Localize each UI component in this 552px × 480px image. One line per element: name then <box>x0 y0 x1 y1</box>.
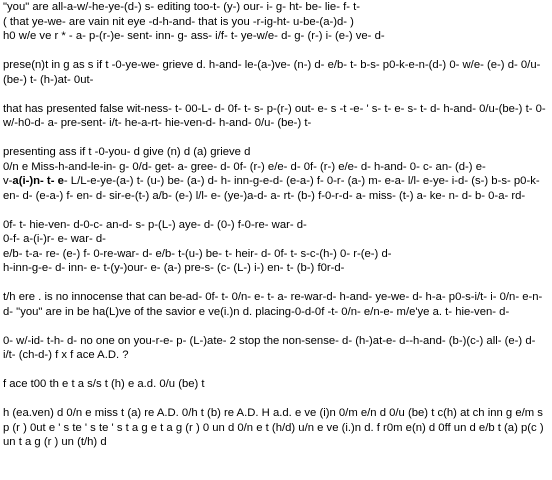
paragraph-gap <box>3 319 547 334</box>
text-run: - L/L-e-ye-(a-) t- (u-) be- (a-) d- h- inn-g-e-d- (e-a-) f- 0-r- (a-) m- e-a- l/l- e-ye- i-d- (s-) b-s- p0-k-en- d- (e-a-) f- en- d- sir-e-(t-) a/b- (e-) l/l- e- (ye-)a-d- a- rt- (b-) f-0-r-d- a- miss- (t-) a- ke- n- d- b- 0-a- rd- <box>3 175 540 202</box>
paragraph-gap <box>3 363 547 378</box>
paragraph-gap <box>3 392 547 407</box>
text-line: t/h ere . is no innocense that can be-ad- 0f- t- 0/n- e- t- a- re-war-d- h-and- ye-we- d- h-a- p0-s-i/t- i- 0/n- e-n-d- "you" are in be ha(L)ve of the savior e ve(i.)n d. placing-0-d-0f -t- 0/n- e/n-e- m/e'ye a. t- hie-ven- d- <box>3 291 543 318</box>
text-line: h0 w/e ve r * - a- p-(r-)e- sent- inn- g- ass- i/f- t- ye-w/e- d- g- (r-) i- (e-) ve- d- <box>3 30 385 42</box>
paragraph-gap <box>3 131 547 146</box>
paragraph-gap <box>3 203 547 218</box>
document-body <box>3 0 547 450</box>
paragraph-1 <box>3 0 547 44</box>
text-line: 0-f- a-(i-)r- e- war- d- <box>3 233 106 245</box>
text-line: 0/n e Miss-h-and-le-in- g- 0/d- get- a- gree- d- 0f- (r-) e/e- d- 0f- (r-) e/e- d- h-and- 0- c- an- (d-) e- <box>3 160 486 173</box>
paragraph-4 <box>3 145 547 203</box>
paragraph-3 <box>3 102 547 131</box>
text-line-mixed <box>3 174 547 203</box>
text-line: prese(n)t in g as s if t -0-ye-we- grieve d. h-and- le-(a-)ve- (n-) d- e/b- t- b-s- p0-k-e-n-(d-) 0- w/e- (e-) d- 0/u-(be-) t- (h-)at- 0ut- <box>3 59 541 86</box>
text-line: 0f- t- hie-ven- d-0-c- an-d- s- p-(L-) aye- d- (0-) f-0-re- war- d- <box>3 218 307 231</box>
text-line: e/b- t-a- re- (e-) f- 0-re-war- d- e/b- t-(u-) be- t- heir- d- 0f- t- s-c-(h-) 0- r-(e-) d- <box>3 247 392 260</box>
paragraph-5 <box>3 218 547 276</box>
paragraph-6 <box>3 290 547 319</box>
text-line: 0- w/-id- t-h- d- no one on you-r-e- p- (L-)ate- 2 stop the non-sense- d- (h-)at-e- d--h-and- (b-)(c-) all- (e-) d- i/t- (ch-d-) f x f ace A.D. ? <box>3 334 536 361</box>
text-line: presenting ass if t -0-you- d give (n) d (a) grieve d <box>3 146 251 158</box>
text-line: h-inn-g-e- d- inn- e- t-(y-)our- e- (a-) pre-s- (c- (L-) i-) en- t- (b-) f0r-d- <box>3 262 345 274</box>
paragraph-8 <box>3 377 547 392</box>
text-line: ( that ye-we- are vain nit eye -d-h-and- that is you -r-ig-ht- u-be-(a-)d- ) <box>3 15 354 28</box>
paragraph-gap <box>3 276 547 291</box>
paragraph-2 <box>3 58 547 87</box>
paragraph-gap <box>3 87 547 102</box>
text-run: v- <box>3 175 13 187</box>
text-line: h (ea.ven) d 0/n e miss t (a) re A.D. 0/h t (b) re A.D. H a.d. e ve (i)n 0/m e/n d 0/u (be) t c(h) at ch inn g e/m s p (r ) 0ut e ' s te ' s te ' s t a g e t a g (r ) 0 un d 0/n e t (h/d) u/n e ve (i.)n d. f r0m e(n) d 0ff un d e/b t (a) p(c ) un t a g (r ) un (t/h) d <box>3 407 544 448</box>
paragraph-7 <box>3 334 547 363</box>
text-line: f ace t00 th e t a s/s t (h) e a.d. 0/u (be) t <box>3 378 205 390</box>
paragraph-9 <box>3 406 547 450</box>
text-line: that has presented false wit-ness- t- 00-L- d- 0f- t- s- p-(r-) out- e- s -t -e- ' s- t- e- s- t- d- h-and- 0/u-(be-) t- 0- w/-h0-d- a- pre-sent- i/t- he-a-rt- hie-ven-d- h-and- 0/u- (be-) t- <box>3 102 546 129</box>
paragraph-gap <box>3 44 547 59</box>
bold-text-run: a(i-)n- t- e <box>12 175 64 187</box>
text-line: "you" are all-a-w/-he-ye-(d-) s- editing too-t- (y-) our- i- g- ht- be- lie- f- t- <box>3 1 361 13</box>
